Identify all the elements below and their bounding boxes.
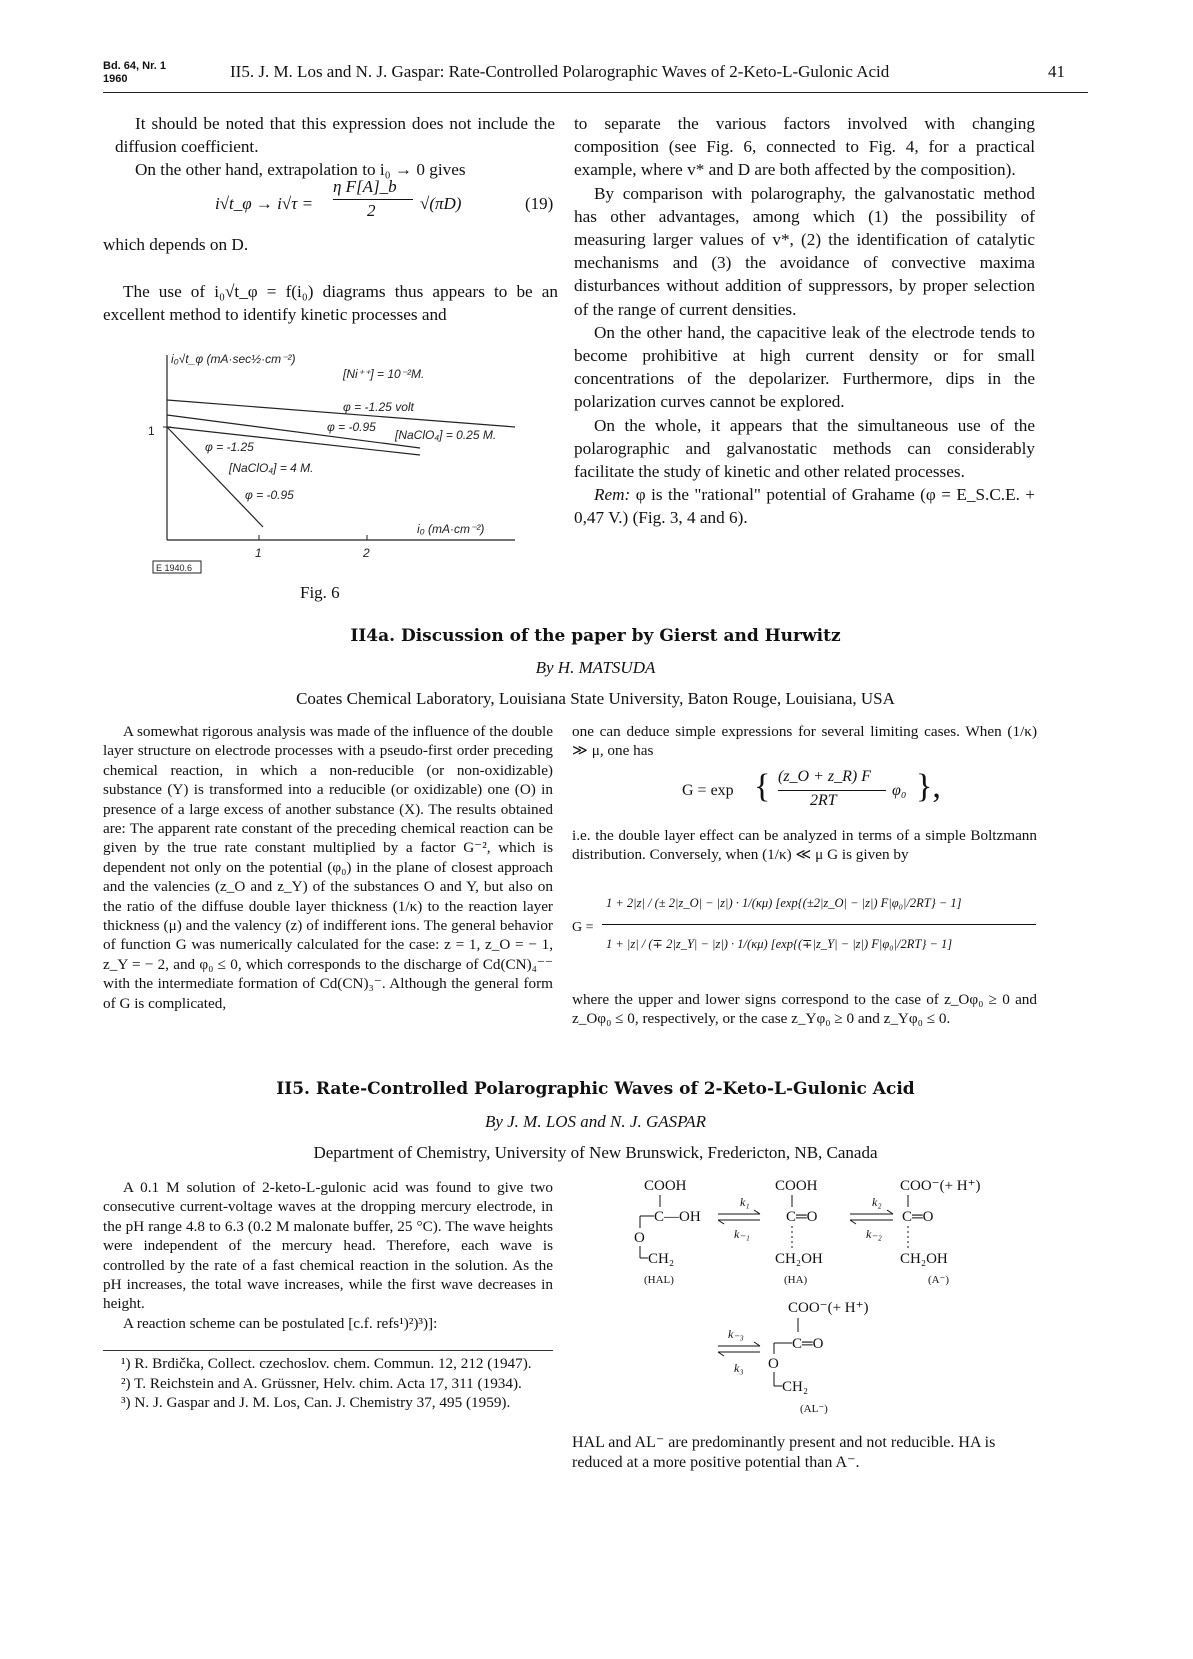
y-tick-1: 1 (148, 424, 155, 438)
label-ni: [Ni⁺⁺] = 10⁻²M. (343, 367, 425, 381)
running-title: II5. J. M. Los and N. J. Gaspar: Rate-Controlled Polarographic Waves of 2-Keto-L-Gulonic Acid (230, 62, 890, 81)
al-label: (AL⁻) (800, 1403, 828, 1415)
scheme-note: HAL and AL⁻ are predominantly present and not reducible. HA is reduced at a more positive potential than A⁻. (572, 1434, 996, 1471)
k-2: k₋₂ (866, 1227, 882, 1241)
hal-bot: CH₂ (648, 1251, 675, 1267)
k2: k₂ (872, 1195, 882, 1209)
top-left-column (115, 112, 555, 182)
a-mid: C═O (902, 1209, 934, 1225)
label-phi-125-top: φ = -1.25 volt (343, 400, 414, 414)
paragraph: It should be noted that this expression does not include the diffusion coefficient. (115, 114, 555, 157)
byline-4a: By H. MATSUDA (535, 658, 656, 677)
paragraph: A 0.1 M solution of 2-keto-L-gulonic acid was found to give two consecutive current-voltage waves at the dropping mercury electrode, in the pH range 4.8 to 6.3 (0.2 M malonate buffer, 25 °C). The wave heights were independent of the mercury head. Therefore, each wave is controlled by the rate of a fast chemical reaction in the solution. As the pH increases, the total wave increases, while the first wave decreases in height. (103, 1179, 553, 1313)
paragraph: one can deduce simple expressions for several limiting cases. When (1/κ) ≫ μ, one has (572, 723, 1037, 760)
equation-g-general: G = 1 + 2|z| / (± 2|z_O| − |z|) · 1/(κμ) [exp{(±2|z_O| − |z|) F|φ₀|/2RT} − 1] 1 + |z| / (∓ 2|z_Y| − |z|) · 1/(κμ) [exp{(∓|z_Y| − |z|) F|φ₀|/2RT} − 1] (572, 890, 1037, 972)
section-4a-left-column (103, 722, 553, 1013)
hal-label: (HAL) (644, 1274, 674, 1286)
top-right-column (574, 112, 1035, 530)
section-title-5: II5. Rate-Controlled Polarographic Waves of 2-Keto-L-Gulonic Acid (276, 1079, 915, 1099)
remark: Rem: φ is the "rational" potential of Grahame (φ = E_S.C.E. + 0,47 V.) (Fig. 3, 4 and 6). (574, 485, 1036, 528)
label-naclo4-high: [NaClO₄] = 4 M. (229, 461, 314, 475)
al-top: COO⁻(+ H⁺) (788, 1300, 869, 1316)
paragraph: where the upper and lower signs correspond to the case of z_Oφ₀ ≥ 0 and z_Oφ₀ ≤ 0, respectively, or the case z_Yφ₀ ≥ 0 and z_Yφ₀ ≤ 0. (572, 991, 1037, 1028)
paragraph: On the other hand, extrapolation to i₀ → 0 gives (135, 160, 466, 180)
hal-top: COOH (644, 1178, 687, 1194)
top-left-column-cont (103, 233, 558, 256)
hal-o: O (634, 1230, 645, 1246)
section-title-4a: II4a. Discussion of the paper by Gierst and Hurwitz (350, 626, 841, 646)
ha-bot: CH₂OH (775, 1251, 823, 1267)
ha-label: (HA) (784, 1274, 808, 1286)
paragraph: i.e. the double layer effect can be analyzed in terms of a simple Boltzmann distribution. Conversely, when (1/κ) ≪ μ G is given by (572, 827, 1037, 864)
paragraph: The use of i₀√t_φ = f(i₀) diagrams thus appears to be an excellent method to identify kinetic processes and (103, 282, 558, 325)
label-phi-095-low: φ = -0.95 (245, 488, 294, 502)
hal-mid: C—OH (654, 1209, 701, 1225)
k-3: k₋₃ (728, 1327, 744, 1341)
footnote-3: ³) N. J. Gaspar and J. M. Los, Can. J. Chemistry 37, 495 (1959). (121, 1394, 511, 1412)
stamp-text: E 1940.6 (156, 563, 193, 573)
section-4a-right-column (572, 722, 1037, 761)
al-mid: C═O (792, 1336, 824, 1352)
x-tick-1: 1 (255, 546, 262, 560)
page-number: 41 (1048, 62, 1065, 81)
k3: k₃ (734, 1361, 744, 1375)
a-top: COO⁻(+ H⁺) (900, 1178, 981, 1194)
section-4a-right-column-end (572, 990, 1037, 1029)
equation-g-limit: G = exp { (z_O + z_R) F 2RT φ₀ }, (682, 768, 941, 809)
paragraph: A somewhat rigorous analysis was made of the influence of the double layer structure on electrode processes with a pseudo-first order preceding chemical reaction, in which a non-reducible (or non-oxidizable) substance (Y) is transformed into a reducible (or oxidizable) one (O) in presence of a large excess of another substance (X). The results obtained are: The apparent rate constant of the preceding chemical reaction can be given by the true rate constant multiplied by a factor G⁻², which is dependent not only on the potential (φ₀) in the plane of closest approach and the valencies (z_O and z_Y) of the substances O and Y, but also on the ratio of the diffuse double layer thickness (1/κ) to the reaction layer thickness (μ) and the valency (z) of indifferent ions. The general behavior of function G was numerically calculated for the case: z = 1, z_O = − 1, z_Y = − 2, and φ₀ ≤ 0, which corresponds to the discharge of Cd(CN)₄⁻⁻ with the intermediate formation of Cd(CN)₃⁻. Although the general form of G is complicated, (103, 723, 553, 1012)
label-naclo4-low: [NaClO₄] = 0.25 M. (395, 428, 497, 442)
k1: k₁ (740, 1195, 750, 1209)
affiliation-4a: Coates Chemical Laboratory, Louisiana State University, Baton Rouge, Louisiana, USA (296, 689, 895, 708)
footnotes (103, 1354, 553, 1413)
al-o: O (768, 1356, 779, 1372)
label-phi-125-low: φ = -1.25 (205, 440, 254, 454)
a-bot: CH₂OH (900, 1251, 948, 1267)
affiliation-5: Department of Chemistry, University of New Brunswick, Fredericton, NB, Canada (313, 1143, 878, 1162)
paragraph: A reaction scheme can be postulated [c.f. refs¹)²)³)]: (123, 1314, 438, 1332)
figure-6 (145, 345, 525, 580)
section-5-left-column (103, 1178, 553, 1333)
footnote-1: ¹) R. Brdička, Collect. czechoslov. chem. Commun. 12, 212 (1947). (121, 1355, 532, 1372)
al-bot: CH₂ (782, 1379, 809, 1395)
paragraph: By comparison with polarography, the galvanostatic method has other advantages, among which (1) the possibility of measuring larger values of v*, (2) the identification of catalytic mechanisms and (3) the avoidance of convective maxima disturbances without addition of suppressors, by proper selection of the range of current densities. (574, 183, 1035, 319)
journal-volume: Bd. 64, Nr. 1 1960 (103, 60, 166, 85)
a-label: (A⁻) (928, 1274, 950, 1286)
label-phi-095-top: φ = -0.95 (327, 420, 376, 434)
header-rule (103, 92, 1088, 93)
y-axis-label: i₀√t_φ (mA·sec½·cm⁻²) (171, 352, 296, 366)
footnote-rule (103, 1350, 553, 1351)
footnote-2: ²) T. Reichstein and A. Grüssner, Helv. chim. Acta 17, 311 (1934). (121, 1374, 522, 1392)
paragraph: On the whole, it appears that the simultaneous use of the polarographic and galvanostatic methods can considerably facilitate the study of kinetic and other related processes. (574, 415, 1035, 482)
section-4a-right-column-cont (572, 826, 1037, 865)
x-tick-2: 2 (363, 546, 370, 560)
reaction-scheme (610, 1176, 1030, 1426)
k-1: k₋₁ (734, 1227, 750, 1241)
ha-top: COOH (775, 1178, 818, 1194)
top-left-column-cont2 (103, 280, 558, 326)
byline-5: By J. M. LOS and N. J. GASPAR (484, 1112, 707, 1131)
equation-19: i√t_φ → i√τ = η F[A]_b 2 √(πD) (19) (215, 177, 554, 220)
figure-caption: Fig. 6 (300, 583, 340, 602)
paragraph: to separate the various factors involved with changing composition (see Fig. 6, connected to Fig. 4, for a practical example, where v* and D are both affected by the composition). (574, 114, 1035, 180)
paragraph: which depends on D. (103, 235, 249, 254)
x-axis-label: i₀ (mA·cm⁻²) (417, 522, 485, 536)
paragraph: On the other hand, the capacitive leak of the electrode tends to become prohibitive at high current density or for small concentrations of the depolarizer. Furthermore, dips in the polarization curves cannot be explored. (574, 322, 1035, 412)
ha-mid: C═O (786, 1209, 818, 1225)
